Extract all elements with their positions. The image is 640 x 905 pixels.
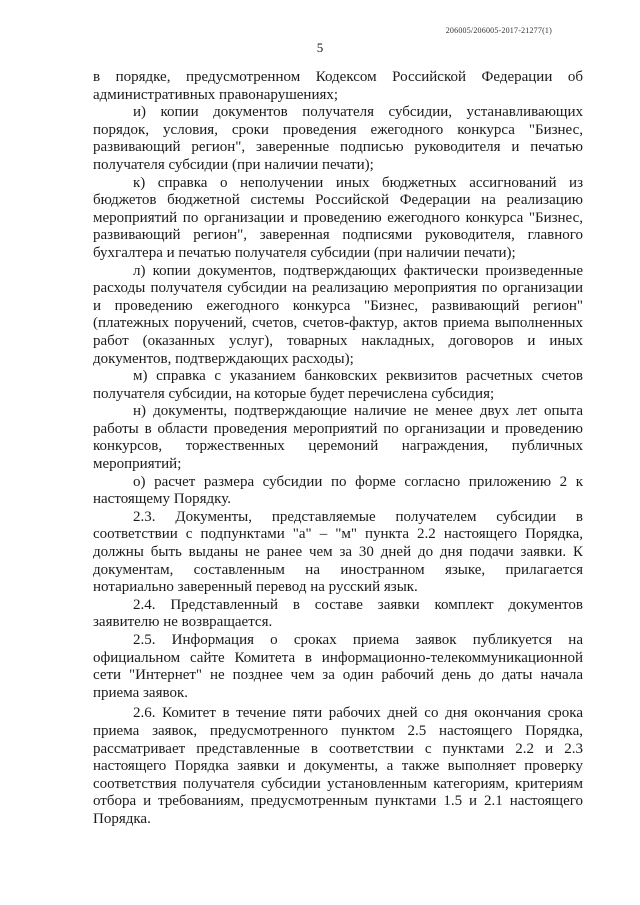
paragraph-item-l: л) копии документов, подтверждающих фактически произведенные расходы получателя субсидии на реализацию мероприятия по организации и проведению ежегодного конкурса "Бизнес, развивающий регион" (платежных поручений, счетов, счетов-фактур, актов приема выполненных работ (оказанных услуг), товарных накладных, договоров и иных документов, подтверждающих расходы); (93, 262, 583, 367)
paragraph-2-3: 2.3. Документы, представляемые получателем субсидии в соответствии с подпунктами "а" – "м" пункта 2.2 настоящего Порядка, должны быть выданы не ранее чем за 30 дней до дня подачи заявки. К документам, составленным на иностранном языке, прилагается нотариально заверенный перевод на русский язык. (93, 508, 583, 596)
paragraph-continuation: в порядке, предусмотренном Кодексом Российской Федерации об административных правонарушениях; (93, 69, 583, 103)
document-body (93, 69, 583, 829)
paragraph-item-m: м) справка с указанием банковских реквизитов расчетных счетов получателя субсидии, на которые будет перечислена субсидия; (93, 368, 583, 402)
paragraph-item-n: н) документы, подтверждающие наличие не менее двух лет опыта работы в области проведения мероприятий по организации и проведению конкурсов, торжественных церемоний награждения, публичных мероприятий; (93, 403, 583, 473)
paragraph-item-o: о) расчет размера субсидии по форме согласно приложению 2 к настоящему Порядку. (93, 473, 583, 508)
paragraph-item-i: и) копии документов получателя субсидии, устанавливающих порядок, условия, сроки проведения ежегодного конкурса "Бизнес, развивающий регион", заверенные подписью руководителя и печатью получателя субсидии (при наличии печати); (93, 104, 583, 173)
paragraph-2-4: 2.4. Представленный в составе заявки комплект документов заявителю не возвращается. (93, 596, 583, 631)
paragraph-2-5: 2.5. Информация о сроках приема заявок публикуется на официальном сайте Комитета в информационно-телекоммуникационной сети "Интернет" не позднее чем за один рабочий день до даты начала приема заявок. (93, 632, 583, 701)
page-number: 5 (316, 40, 324, 55)
paragraph-item-k: к) справка о неполучении иных бюджетных ассигнований из бюджетов бюджетной системы Российской Федерации на реализацию мероприятий по организации и проведению ежегодного конкурса "Бизнес, развивающий регион", заверенная подписями руководителя, главного бухгалтера и печатью получателя субсидии (при наличии печати); (93, 174, 583, 261)
document-id: 206005/206005-2017-21277(1) (445, 26, 552, 35)
paragraph-2-6: 2.6. Комитет в течение пяти рабочих дней со дня окончания срока приема заявок, предусмотренного пунктом 2.5 настоящего Порядка, рассматривает представленные в соответствии с пунктами 2.2 и 2.3 настоящего Порядка заявки и документы, а также выполняет проверку соответствия получателя субсидии установленным категориям, критериям отбора и требованиям, предусмотренным пунктами 1.5 и 2.1 настоящего Порядка. (93, 705, 583, 827)
